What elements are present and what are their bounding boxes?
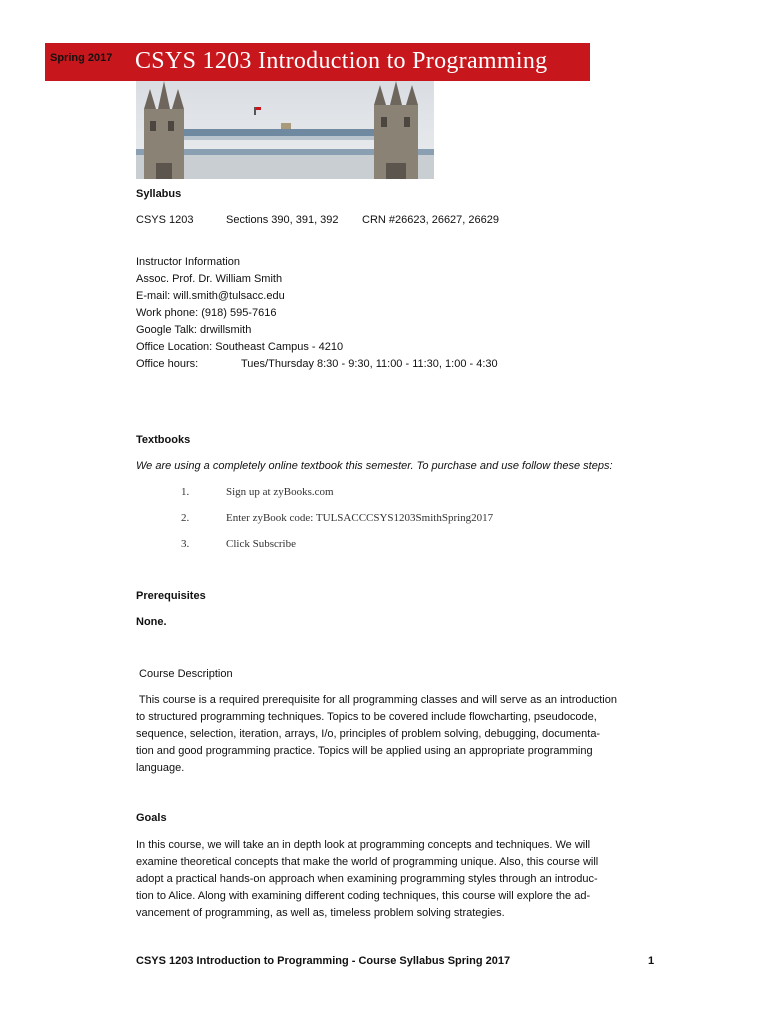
course-code: CSYS 1203 bbox=[136, 214, 194, 226]
step-text: Click Subscribe bbox=[226, 538, 296, 550]
step-text: Enter zyBook code: TULSACCCSYS1203SmithSpring2017 bbox=[226, 512, 494, 524]
office-hours-value: Tues/Thursday 8:30 - 9:30, 11:00 - 11:30, 1:00 - 4:30 bbox=[241, 358, 498, 370]
description-line: sequence, selection, iteration, arrays, I/o, principles of problem solving, debugging, documenta- bbox=[136, 728, 601, 740]
term-label: Spring 2017 bbox=[50, 52, 113, 64]
goals-line: tion to Alice. Along with examining different coding techniques, this course will explore the ad- bbox=[136, 890, 591, 902]
goals-line: vancement of programming, as well as, timeless problem solving strategies. bbox=[136, 907, 505, 919]
prerequisites-heading: Prerequisites bbox=[136, 590, 206, 602]
prerequisites-value: None. bbox=[136, 616, 167, 628]
course-sections: Sections 390, 391, 392 bbox=[226, 214, 339, 226]
instructor-heading: Instructor Information bbox=[136, 256, 240, 268]
goals-paragraph bbox=[136, 837, 666, 922]
goals-line: adopt a practical hands-on approach when examining programming styles through an introduc- bbox=[136, 873, 598, 885]
office-hours-label: Office hours: bbox=[136, 358, 199, 370]
page-number: 1 bbox=[648, 955, 655, 967]
goals-line: In this course, we will take an in depth look at programming concepts and techniques. We will bbox=[136, 839, 591, 851]
description-line: This course is a required prerequisite for all programming classes and will serve as an introduction bbox=[136, 694, 617, 706]
step-text: Sign up at zyBooks.com bbox=[226, 486, 334, 498]
course-crn: CRN #26623, 26627, 26629 bbox=[362, 214, 499, 226]
step-number: 3. bbox=[181, 538, 190, 550]
instructor-email: E-mail: will.smith@tulsacc.edu bbox=[136, 290, 285, 302]
instructor-name: Assoc. Prof. Dr. William Smith bbox=[136, 273, 283, 285]
goals-heading: Goals bbox=[136, 812, 167, 824]
description-line: to structured programming techniques. Topics to be covered include flowcharting, pseudocode, bbox=[136, 711, 597, 723]
syllabus-heading: Syllabus bbox=[136, 188, 182, 200]
textbooks-heading: Textbooks bbox=[136, 434, 191, 446]
office-location: Office Location: Southeast Campus - 4210 bbox=[136, 341, 344, 353]
tower-bridge-photo bbox=[136, 81, 434, 179]
step-number: 1. bbox=[181, 486, 190, 498]
textbooks-intro: We are using a completely online textbook this semester. To purchase and use follow these steps: bbox=[136, 460, 613, 472]
instructor-phone: Work phone: (918) 595-7616 bbox=[136, 307, 277, 319]
goals-line: examine theoretical concepts that make the world of programming unique. Also, this course will bbox=[136, 856, 599, 868]
description-paragraph bbox=[136, 692, 666, 777]
step-number: 2. bbox=[181, 512, 190, 524]
description-line: language. bbox=[136, 762, 185, 774]
description-heading: Course Description bbox=[136, 668, 233, 680]
document-title: CSYS 1203 Introduction to Programming bbox=[135, 48, 548, 74]
header-banner bbox=[45, 43, 590, 81]
page-footer: CSYS 1203 Introduction to Programming - Course Syllabus Spring 2017 bbox=[136, 955, 511, 967]
instructor-gtalk: Google Talk: drwillsmith bbox=[136, 324, 252, 336]
description-line: tion and good programming practice. Topics will be applied using an appropriate programming bbox=[136, 745, 593, 757]
